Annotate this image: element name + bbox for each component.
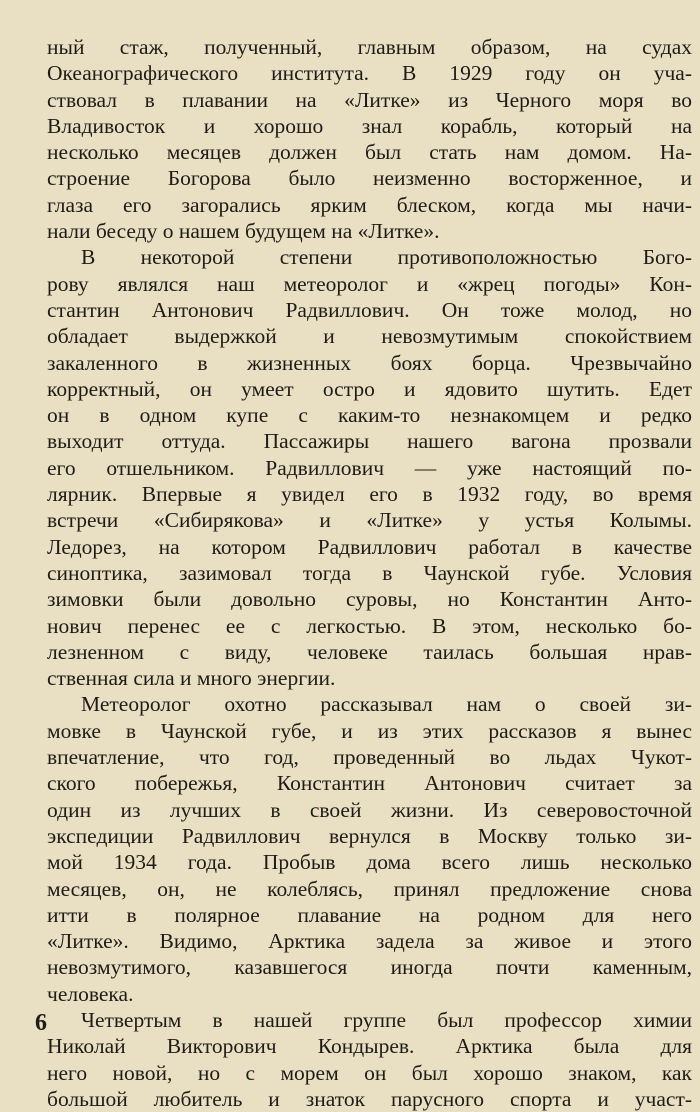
text-line: его отшельником. Радвиллович — уже настоящий по- <box>47 455 692 480</box>
text-line: нали беседу о нашем будущем на «Литке». <box>47 219 440 244</box>
text-line: он в одном купе с каким-то незнакомцем и редко <box>47 403 692 428</box>
text-line: встречи «Сибирякова» и «Литке» у устья Колымы. <box>47 508 692 533</box>
page-number: 6 <box>35 1010 47 1036</box>
text-line: строение Богорова было неизменно восторженное, и <box>47 166 692 191</box>
text-line: лярник. Впервые я увидел его в 1932 году, во время <box>47 482 692 507</box>
text-line: мовке в Чаунской губе, и из этих рассказов я вынес <box>47 718 692 743</box>
text-line: лезненном с виду, человеке таилась большая нрав- <box>47 639 692 664</box>
text-line: один из лучших в своей жизни. Из северовосточной <box>47 797 692 822</box>
text-line: Владивосток и хорошо знал корабль, который на <box>47 113 692 138</box>
text-line: В некоторой степени противоположностью Бого- <box>81 245 692 270</box>
text-line: Четвертым в нашей группе был профессор химии <box>81 1007 692 1032</box>
text-line: человека. <box>47 981 134 1006</box>
text-line: выходит оттуда. Пассажиры нашего вагона прозвали <box>47 429 692 454</box>
text-line: несколько месяцев должен был стать нам домом. На- <box>47 140 692 165</box>
text-line: стантин Антонович Радвиллович. Он тоже молод, но <box>47 297 692 322</box>
text-line: синоптика, зазимовал тогда в Чаунской губе. Условия <box>47 560 692 585</box>
text-line: итти в полярное плавание на родном для него <box>47 902 692 927</box>
text-line: ского побережья, Константин Антонович считает за <box>47 771 692 796</box>
text-line: Океанографического института. В 1929 году он уча- <box>47 61 692 86</box>
text-line: рову являлся наш метеоролог и «жрец погоды» Кон- <box>47 271 692 296</box>
text-line: закаленного в жизненных боях борца. Чрезвычайно <box>47 350 692 375</box>
text-line: ствовал в плавании на «Литке» из Черного моря во <box>47 87 692 112</box>
text-line: корректный, он умеет остро и ядовито шутить. Едет <box>47 376 692 401</box>
text-line: ный стаж, полученный, главным образом, на судах <box>47 35 692 59</box>
body-text <box>47 34 692 1112</box>
text-line: обладает выдержкой и невозмутимым спокойствием <box>47 324 692 349</box>
text-line: Николай Викторович Кондырев. Арктика была для <box>47 1034 692 1059</box>
text-line: ственная сила и много энергии. <box>47 666 336 691</box>
text-line: невозмутимого, казавшегося иногда почти каменным, <box>47 955 692 980</box>
text-line: экспедиции Радвиллович вернулся в Москву только зи- <box>47 823 692 848</box>
text-line: большой любитель и знаток парусного спорта и участ- <box>47 1086 692 1111</box>
text-line: Ледорез, на котором Радвиллович работал в качестве <box>47 534 692 559</box>
text-line: него новой, но с морем он был хорошо знаком, как <box>47 1060 692 1085</box>
text-line: нович перенес ее с легкостью. В этом, несколько бо- <box>47 613 692 638</box>
text-line: «Литке». Видимо, Арктика задела за живое и этого <box>47 929 692 954</box>
text-line: Метеоролог охотно рассказывал нам о своей зи- <box>81 692 692 717</box>
text-line: месяцев, он, не колеблясь, принял предложение снова <box>47 876 692 901</box>
text-line: мой 1934 года. Пробыв дома всего лишь несколько <box>47 850 692 875</box>
text-line: глаза его загорались ярким блеском, когда мы начи- <box>47 192 692 217</box>
text-line: впечатление, что год, проведенный во льдах Чукот- <box>47 745 692 770</box>
text-line: зимовки были довольно суровы, но Константин Анто- <box>47 587 692 612</box>
